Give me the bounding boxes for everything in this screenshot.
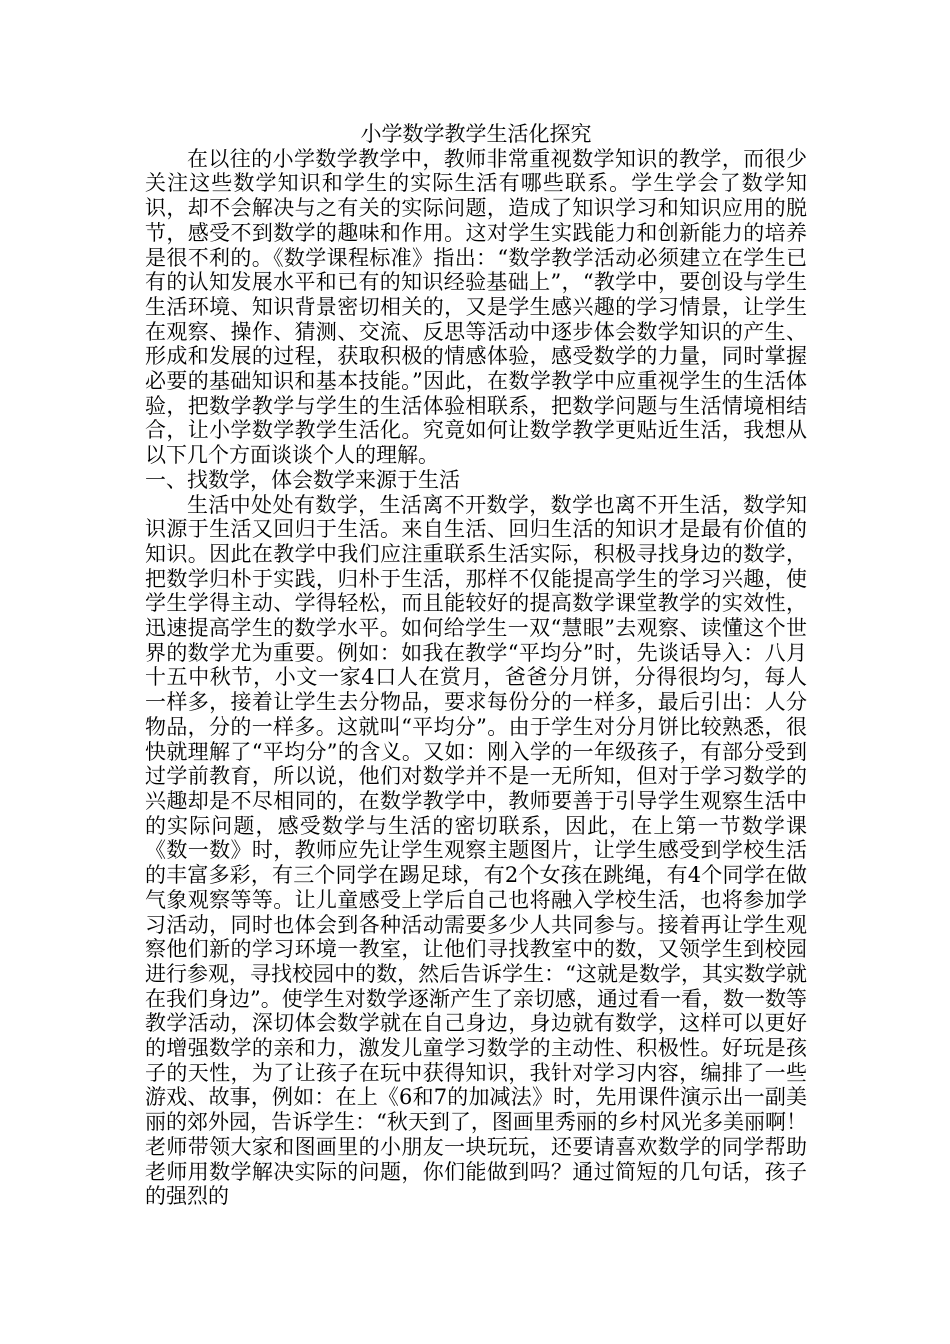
- document-title: 小学数学教学生活化探究: [360, 122, 592, 146]
- section-paragraph: 生活中处处有数学，生活离不开数学，数学也离不开生活，数学知识源于生活又回归于生活。来自生活、回归生活的知识才是最有价值的知识。因此在教学中我们应注重联系生活实际，积极寻找身边的数学，把数学归朴于实践，归朴于生活，那样不仅能提高学生的学习兴趣，使学生学得主动、学得轻松，而且能较好的提高数学课堂教学的实效性，迅速提高学生的数学水平。如何给学生一双“慧眼”去观察、读懂这个世界的数学尤为重要。例如：如我在教学“平均分”时，先谈话导入：八月十五中秋节，小文一家4口人在赏月，爸爸分月饼，分得很均匀，每人一样多，接着让学生去分物品，要求每份分的一样多，最后引出：人分物品，分的一样多。这就叫“平均分”。由于学生对分月饼比较熟悉，很快就理解了“平均分”的含义。又如：刚入学的一年级孩子，有部分受到过学前教育，所以说，他们对数学并不是一无所知，但对于学习数学的兴趣却是不尽相同的，在数学教学中，教师要善于引导学生观察生活中的实际问题，感受数学与生活的密切联系，因此，在上第一节数学课《数一数》时，教师应先让学生观察主题图片，让学生感受到学校生活的丰富多彩，有三个同学在踢足球，有2个女孩在跳绳，有4个同学在做气象观察等等。让儿童感受上学后自己也将融入学校生活，也将参加学习活动，同时也体会到各种活动需要多少人共同参与。接着再让学生观察他们新的学习环境一教室，让他们寻找教室中的数，又领学生到校园进行参观，寻找校园中的数，然后告诉学生：“这就是数学，其实数学就在我们身边”。使学生对数学逐渐产生了亲切感，通过看一看，数一数等教学活动，深切体会数学就在自己身边，身边就有数学，这样可以更好的增强数学的亲和力，激发儿童学习数学的主动性、积极性。好玩是孩子的天性，为了让孩子在玩中获得知识，我针对学习内容，编排了一些游戏、故事，例如：在上《6和7的加减法》时，先用课件演示出一副美丽的郊外园，告诉学生：“秋天到了，图画里秀丽的乡村风光多美丽啊！老师带领大家和图画里的小朋友一块玩玩，还要请喜欢数学的同学帮助老师用数学解决实际的问题，你们能做到吗？通过简短的几句话，孩子的强烈的: [145, 492, 807, 1209]
- section-heading: 一、找数学，体会数学来源于生活: [145, 467, 460, 492]
- document-page: [145, 122, 807, 1209]
- intro-paragraph: 在以往的小学数学教学中，教师非常重视数学知识的教学，而很少关注这些数学知识和学生的实际生活有哪些联系。学生学会了数学知识，却不会解决与之有关的实际问题，造成了知识学习和知识应用的脱节，感受不到数学的趣味和作用。这对学生实践能力和创新能力的培养是很不利的。《数学课程标准》指出：“数学教学活动必须建立在学生已有的认知发展水平和已有的知识经验基础上”，“教学中，要创设与学生生活环境、知识背景密切相关的，又是学生感兴趣的学习情景，让学生在观察、操作、猜测、交流、反思等活动中逐步体会数学知识的产生、形成和发展的过程，获取积极的情感体验，感受数学的力量，同时掌握必要的基础知识和基本技能。”因此，在数学教学中应重视学生的生活体验，把数学教学与学生的生活体验相联系，把数学问题与生活情境相结合，让小学数学教学生活化。究竟如何让数学教学更贴近生活，我想从以下几个方面谈谈个人的理解。: [145, 146, 807, 468]
